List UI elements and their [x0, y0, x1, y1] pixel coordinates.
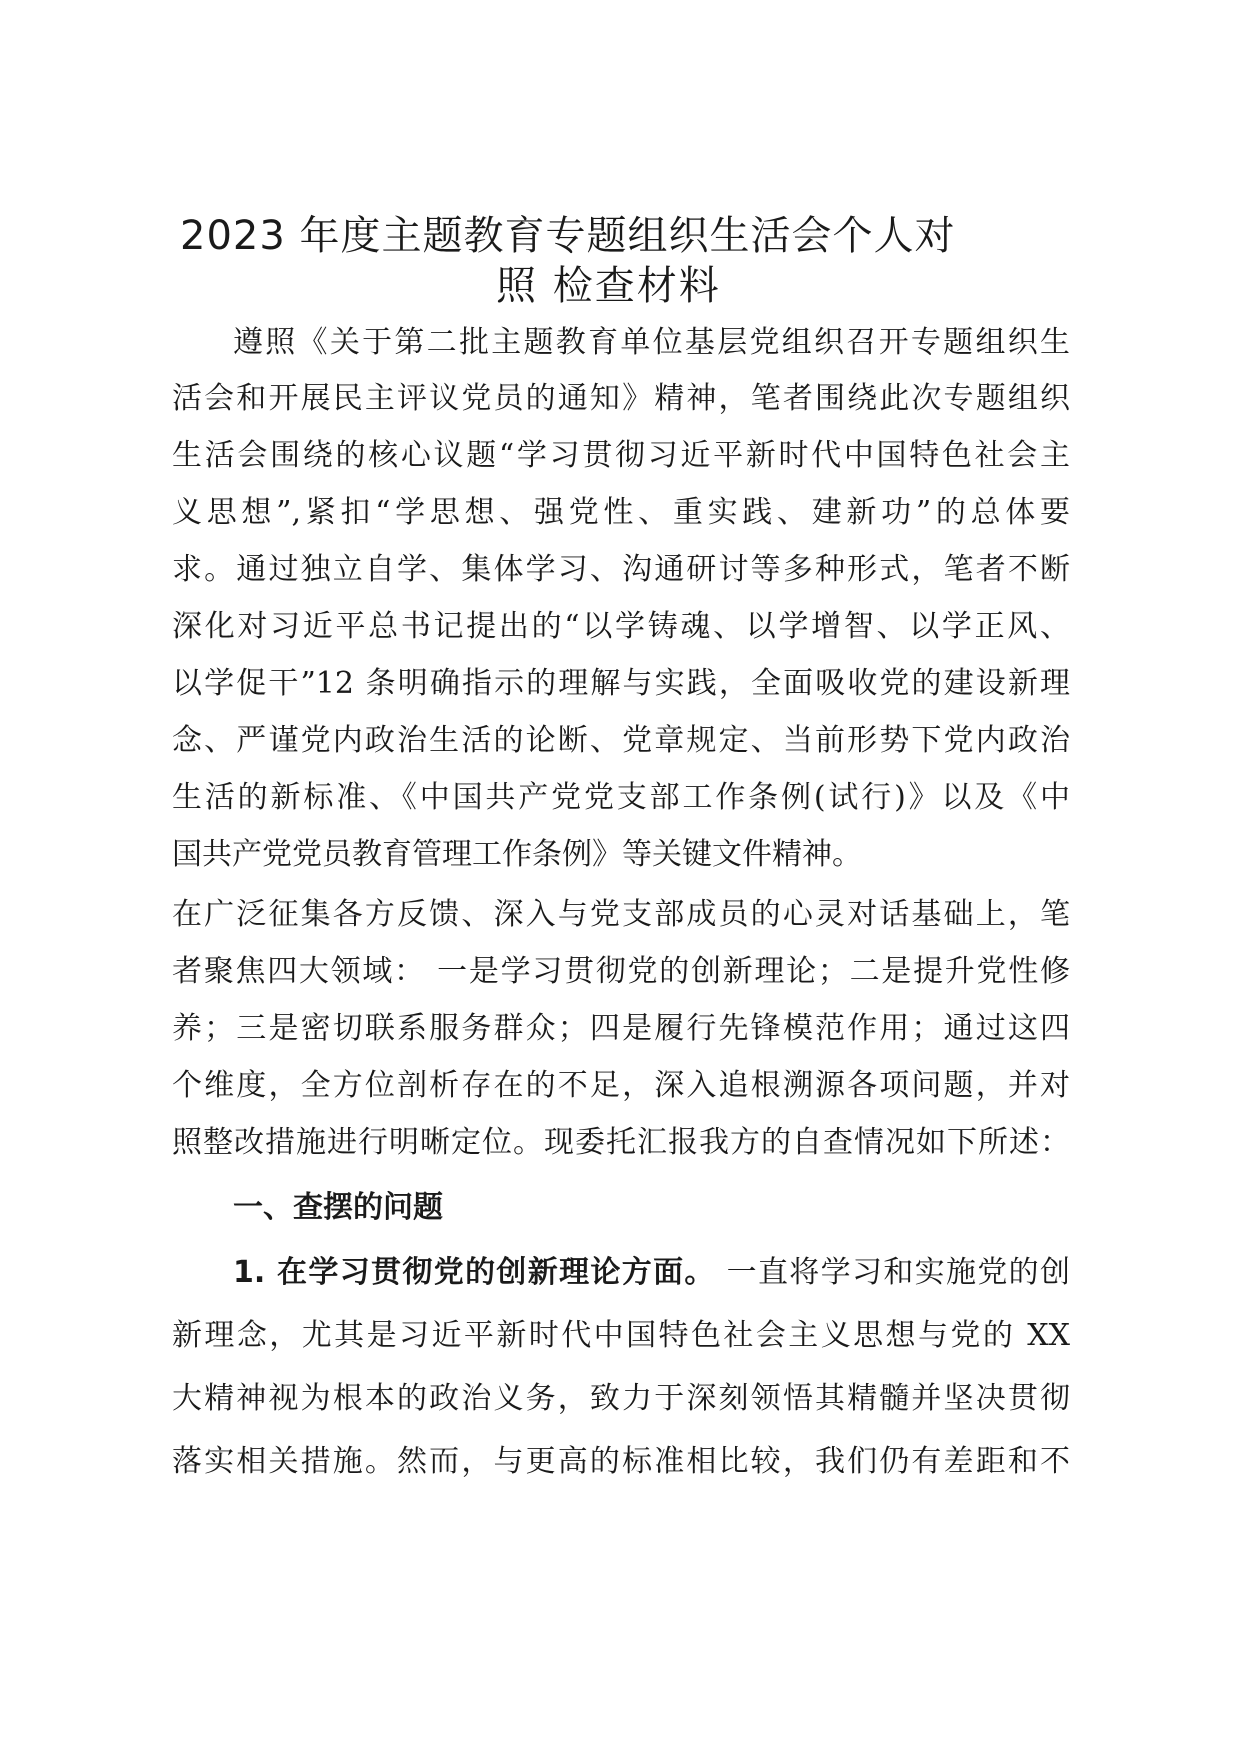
item1-line: 大精神视为根本的政治义务，致力于深刻领悟其精髓并坚决贯彻 — [172, 1381, 1070, 1416]
item1-first-line — [233, 1248, 1070, 1298]
intro-line: 生活会围绕的核心议题“学习贯彻习近平新时代中国特色社会主 — [172, 438, 1070, 473]
document-title-line-2: 照 检查材料 — [496, 263, 721, 309]
intro-line: 以学促干”12 条明确指示的理解与实践，全面吸收党的建设新理 — [172, 666, 1070, 701]
intro-line: 生活的新标准、《中国共产党党支部工作条例(试行)》以及《中 — [172, 780, 1070, 815]
item1-first-line-rest: 一直将学习和实施党的创 — [715, 1255, 1070, 1290]
intro-line: 求。通过独立自学、集体学习、沟通研讨等多种形式，笔者不断 — [172, 552, 1070, 587]
para2-line: 在广泛征集各方反馈、深入与党支部成员的心灵对话基础上，笔 — [172, 897, 1070, 932]
para2-line: 个维度，全方位剖析存在的不足，深入追根溯源各项问题，并对 — [172, 1068, 1070, 1103]
intro-line: 遵照《关于第二批主题教育单位基层党组织召开专题组织生 — [233, 325, 1070, 360]
item1-line: 落实相关措施。然而，与更高的标准相比较，我们仍有差距和不 — [172, 1444, 1070, 1479]
para2-line: 照整改措施进行明晰定位。现委托汇报我方的自查情况如下所述： — [172, 1125, 1070, 1160]
intro-line: 念、严谨党内政治生活的论断、党章规定、当前形势下党内政治 — [172, 723, 1070, 758]
section-heading: 一、查摆的问题 — [233, 1190, 443, 1225]
document-title-line-1: 2023 年度主题教育专题组织生活会个人对 — [180, 213, 956, 259]
intro-line: 活会和开展民主评议党员的通知》精神，笔者围绕此次专题组织 — [172, 381, 1070, 416]
item1-label: 1. 在学习贯彻党的创新理论方面。 — [233, 1255, 716, 1290]
item1-line: 新理念，尤其是习近平新时代中国特色社会主义思想与党的 XX — [172, 1318, 1070, 1353]
intro-line: 国共产党党员教育管理工作条例》等关键文件精神。 — [172, 837, 862, 872]
para2-line: 者聚焦四大领域： 一是学习贯彻党的创新理论；二是提升党性修 — [172, 954, 1070, 989]
para2-line: 养；三是密切联系服务群众；四是履行先锋模范作用；通过这四 — [172, 1011, 1070, 1046]
intro-line: 深化对习近平总书记提出的“以学铸魂、以学增智、以学正风、 — [172, 609, 1070, 644]
intro-line: 义思想”,紧扣“学思想、强党性、重实践、建新功”的总体要 — [172, 495, 1070, 530]
